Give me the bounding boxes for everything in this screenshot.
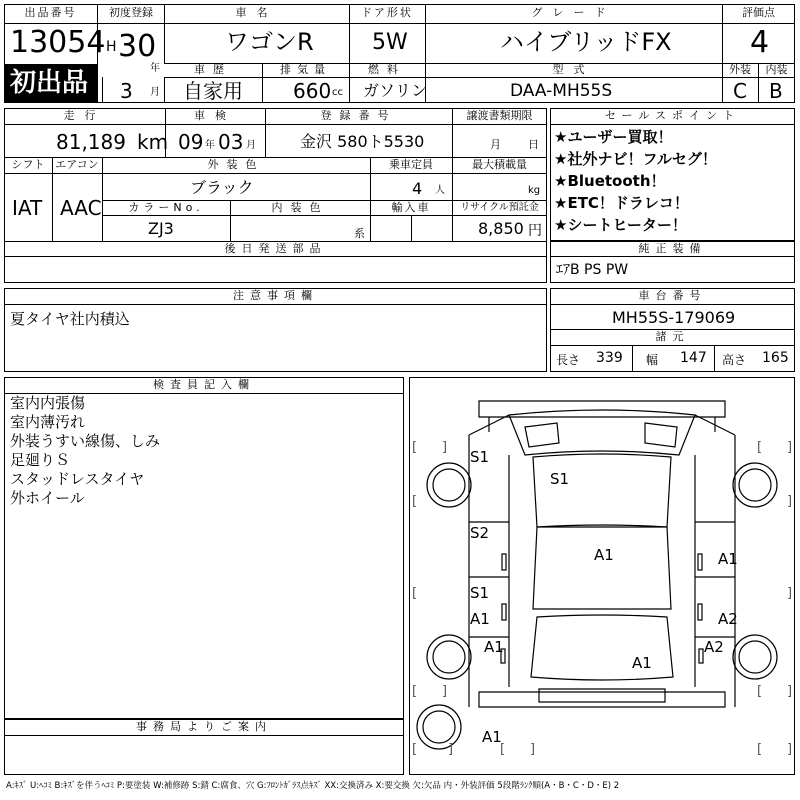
inspect-year-unit: 年 xyxy=(205,140,215,151)
reg-label: 初度登録 xyxy=(109,6,153,19)
score-value: 4 xyxy=(750,25,770,60)
bracket-mark: [ xyxy=(757,684,763,699)
door-type: 5W xyxy=(372,30,408,55)
recycle-label: リサイクル預託金 xyxy=(460,202,539,213)
bracket-mark: ] xyxy=(442,684,448,699)
damage-mark: A2 xyxy=(718,610,738,628)
seat-unit: 人 xyxy=(435,185,445,196)
inspector-line: 外ホイール xyxy=(10,489,85,507)
bracket-mark: [ xyxy=(757,742,763,757)
shift-value: IAT xyxy=(12,196,43,220)
transfer-month: 月 xyxy=(490,138,501,151)
sales-list xyxy=(554,130,794,240)
first-listing-text: 初出品 xyxy=(10,68,89,98)
bracket-mark: ] xyxy=(787,440,793,455)
height-value: 165 xyxy=(762,350,789,366)
intcolor-label: 内装色 xyxy=(271,201,329,214)
notes-label: 注意事項欄 xyxy=(233,289,318,302)
km-unit: km xyxy=(137,130,169,154)
color-label: 外装色 xyxy=(207,158,265,171)
sales-item: ★ユーザー買取！ xyxy=(554,128,673,146)
bracket-mark: [ xyxy=(412,440,418,455)
fuel-value: ガソリン xyxy=(363,81,428,100)
recycle-unit: 円 xyxy=(528,223,542,239)
sales-item: ★社外ナビ！フルセグ！ xyxy=(554,150,717,168)
load-unit: kg xyxy=(528,185,541,196)
ac-value: AAC xyxy=(60,196,102,220)
shift-label: シフト xyxy=(11,158,45,171)
grade-value: ハイブリッドFX xyxy=(500,28,672,56)
colorno-value: ZJ3 xyxy=(148,219,174,238)
inspector-line: 室内薄汚れ xyxy=(10,413,86,431)
model-value: DAA-MH55S xyxy=(510,81,613,101)
bracket-mark: [ xyxy=(412,586,418,601)
chassis-label: 車台番号 xyxy=(638,289,707,302)
transfer-day: 日 xyxy=(528,138,539,151)
ac-label: エアコン xyxy=(55,158,99,171)
name-label: 車名 xyxy=(235,6,278,19)
later-parts-label: 後日発送部品 xyxy=(224,242,327,255)
inspector-label: 検査員記入欄 xyxy=(153,378,255,391)
bracket-mark: [ xyxy=(412,684,418,699)
lot-number: 13054 xyxy=(10,25,106,60)
length-value: 339 xyxy=(596,350,623,366)
length-label: 長さ xyxy=(556,353,581,367)
car-name: ワゴンR xyxy=(225,28,314,56)
inspector-line: 外装うすい線傷、しみ xyxy=(10,432,161,450)
model-label: 型式 xyxy=(552,63,595,76)
inspect-label: 車検 xyxy=(194,109,236,122)
int-label: 内装 xyxy=(765,63,788,76)
bracket-mark: [ xyxy=(757,440,763,455)
damage-mark: S1 xyxy=(470,448,490,466)
width-value: 147 xyxy=(680,350,707,366)
bracket-mark: ] xyxy=(530,742,536,757)
equip-value: ｴｱB PS PW xyxy=(556,262,629,278)
reg-year: 30 xyxy=(118,29,157,64)
reg-month-unit: 月 xyxy=(150,87,160,98)
damage-mark: A1 xyxy=(484,638,504,656)
ext-grade: C xyxy=(733,79,747,103)
score-label: 評価点 xyxy=(742,6,775,19)
km-label: 走行 xyxy=(63,109,106,122)
seat-value: 4 xyxy=(412,179,423,198)
ext-label: 外装 xyxy=(729,63,751,76)
inspector-line: 足廻りＳ xyxy=(10,451,71,469)
fuel-label: 燃料 xyxy=(368,63,406,76)
int-grade: B xyxy=(769,79,783,103)
damage-mark: A1 xyxy=(482,728,502,746)
lot-label: 出品番号 xyxy=(24,6,77,19)
notes-value: 夏タイヤ社内積込 xyxy=(10,310,130,328)
damage-mark: A1 xyxy=(632,654,652,672)
history-label: 車歴 xyxy=(194,63,232,76)
import-label: 輸入車 xyxy=(391,201,431,214)
bracket-mark: ] xyxy=(442,440,448,455)
reg-year-unit: 年 xyxy=(150,63,160,74)
damage-mark: S1 xyxy=(550,470,570,488)
damage-mark: A1 xyxy=(470,610,490,628)
equip-label: 純正装備 xyxy=(638,242,707,255)
damage-mark: A1 xyxy=(594,546,614,564)
chassis-value: MH55S-179069 xyxy=(612,308,736,327)
reg-month: 3 xyxy=(120,79,133,103)
plate-value: 金沢 580ト5530 xyxy=(300,132,425,151)
seat-label: 乗車定員 xyxy=(389,158,433,171)
reg-era: H xyxy=(106,39,117,55)
dims-label: 諸元 xyxy=(655,330,690,343)
damage-mark: S2 xyxy=(470,524,490,542)
disp-value: 660 xyxy=(293,79,332,103)
sales-label: セールスポイント xyxy=(604,109,740,122)
legend-text: A:ｷｽﾞ U:ﾍｺﾐ B:ｷｽﾞを伴うﾍｺﾐ P:要塗装 W:補修跡 S:錆 C:腐食、穴 G:ﾌﾛﾝﾄｶﾞﾗｽ点ｷｽﾞ XX:交換済み X:要交換 欠:欠品 内・外装評価 5段階ﾗﾝｸ順(A・B・C・D・E) 2 xyxy=(6,781,620,791)
inspect-month: 03 xyxy=(218,130,244,154)
recycle-value: 8,850 xyxy=(478,219,524,238)
inspect-year: 09 xyxy=(178,130,204,154)
plate-label: 登録番号 xyxy=(320,109,397,122)
intcolor-unit: 系 xyxy=(354,227,365,240)
bracket-mark: ] xyxy=(448,742,454,757)
damage-mark: A2 xyxy=(704,638,724,656)
disp-unit: cc xyxy=(332,87,343,98)
office-label: 事務局よりご案内 xyxy=(136,720,272,733)
inspector-line: 室内内張傷 xyxy=(10,394,86,412)
bracket-mark: [ xyxy=(412,494,418,509)
width-label: 幅 xyxy=(646,353,659,367)
grade-label: グレード xyxy=(531,6,616,19)
sales-item: ★Bluetooth！ xyxy=(554,172,666,190)
bracket-mark: ] xyxy=(787,742,793,757)
bracket-mark: [ xyxy=(500,742,506,757)
height-label: 高さ xyxy=(722,353,747,367)
door-label: ドア形状 xyxy=(361,6,413,19)
transfer-label: 譲渡書類期限 xyxy=(466,109,533,122)
bracket-mark: ] xyxy=(787,494,793,509)
sales-item: ★ETC！ドラレコ！ xyxy=(554,194,689,212)
history-value: 自家用 xyxy=(183,79,243,103)
inspector-line: スタッドレスタイヤ xyxy=(10,470,145,488)
bracket-mark: ] xyxy=(787,586,793,601)
damage-mark: S1 xyxy=(470,584,490,602)
damage-mark: A1 xyxy=(718,550,738,568)
bracket-mark: [ xyxy=(412,742,418,757)
inspector-notes xyxy=(10,396,160,510)
sales-item: ★シートヒーター！ xyxy=(554,216,687,234)
car-diagram xyxy=(409,377,795,775)
disp-label: 排気量 xyxy=(280,63,331,76)
load-label: 最大積載量 xyxy=(472,158,527,171)
km-value: 81,189 xyxy=(56,130,126,154)
color-value: ブラック xyxy=(190,178,254,197)
bracket-mark: ] xyxy=(787,684,793,699)
inspect-month-unit: 月 xyxy=(246,140,256,151)
colorno-label: カラーNo. xyxy=(128,201,204,214)
